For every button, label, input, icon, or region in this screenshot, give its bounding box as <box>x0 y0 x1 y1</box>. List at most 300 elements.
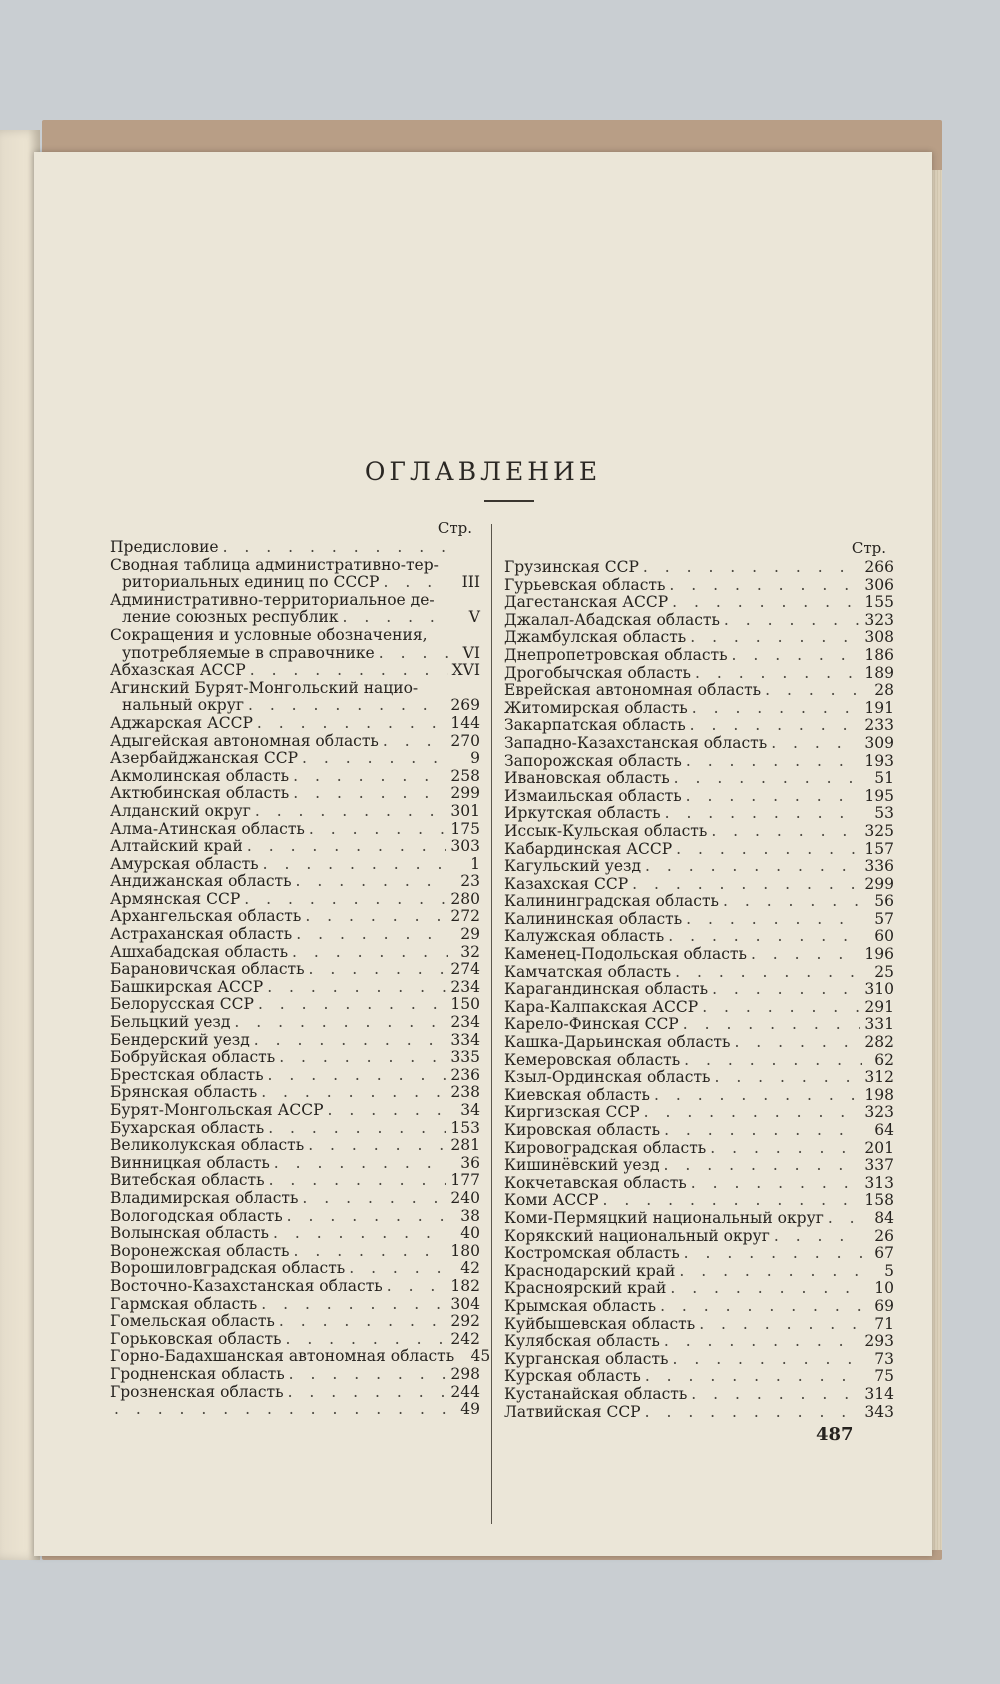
leader-dots <box>285 1331 446 1349</box>
toc-entry <box>504 1298 894 1316</box>
toc-entry-label: Астраханская область <box>110 925 293 944</box>
toc-entry-label: Карагандинская область <box>504 980 709 999</box>
leader-dots <box>686 753 861 771</box>
toc-entry <box>110 557 480 592</box>
leader-dots <box>305 908 446 926</box>
toc-entry-label: Брянская область <box>110 1083 258 1102</box>
toc-entry-page: XVI <box>451 661 480 680</box>
page-label-left: Стр. <box>437 519 472 537</box>
toc-entry <box>110 1032 480 1050</box>
leader-dots <box>702 999 860 1017</box>
toc-entry-label: Брестская область <box>110 1065 264 1084</box>
toc-entry-page: 36 <box>460 1153 480 1172</box>
toc-entry-page: 270 <box>450 731 480 750</box>
toc-entry <box>110 821 480 839</box>
toc-entry-label: Ивановская область <box>504 769 670 788</box>
leader-dots <box>296 926 448 944</box>
toc-entry <box>504 858 894 876</box>
toc-entry <box>504 717 894 735</box>
toc-entry-page: 193 <box>864 751 894 770</box>
toc-entry-page: 64 <box>874 1121 894 1139</box>
leader-dots <box>223 539 448 557</box>
toc-entry-label: Кара-Калпакская АССР <box>504 997 699 1016</box>
toc-entry <box>504 911 894 929</box>
toc-entry-page: 266 <box>864 558 894 576</box>
toc-entry-page: 299 <box>864 874 894 893</box>
toc-entry-label: Бобруйская область <box>110 1048 276 1067</box>
leader-dots <box>288 1384 447 1402</box>
toc-entry-page: 189 <box>864 663 894 682</box>
toc-entry <box>110 1067 480 1085</box>
toc-entry <box>504 1280 894 1298</box>
leader-dots <box>644 1104 861 1122</box>
toc-entry-label: Куйбышевская область <box>504 1314 696 1333</box>
toc-entry-page: 150 <box>450 995 480 1014</box>
toc-entry <box>110 1049 480 1067</box>
toc-entry-label: Костромская область <box>504 1244 680 1263</box>
leader-dots <box>302 750 448 768</box>
toc-entry <box>110 838 480 856</box>
leader-dots <box>828 1210 862 1228</box>
toc-entry-label: Кулябская область <box>504 1332 660 1351</box>
toc-entry-page: 38 <box>460 1206 480 1225</box>
leader-dots <box>675 964 862 982</box>
toc-entry-page: 40 <box>460 1224 480 1243</box>
toc-entry <box>504 928 894 946</box>
toc-entry-page: 314 <box>864 1384 894 1403</box>
toc-entry-page: 238 <box>450 1083 480 1102</box>
toc-entry-label: Запорожская область <box>504 751 682 770</box>
toc-entry-label: Крымская область <box>504 1296 657 1315</box>
toc-entry-page: 23 <box>460 872 480 891</box>
toc-entry <box>504 770 894 788</box>
toc-entry <box>110 750 480 768</box>
toc-entry-page: 26 <box>874 1226 894 1245</box>
toc-entry-label: Дагестанская АССР <box>504 593 669 612</box>
toc-entry-page: 272 <box>450 907 480 926</box>
toc-entry <box>504 1175 894 1193</box>
toc-entry-page: 234 <box>450 977 480 996</box>
toc-left-column <box>110 517 491 1419</box>
toc-entry <box>110 733 480 751</box>
toc-entry <box>110 785 480 803</box>
toc-entry <box>110 627 480 662</box>
leader-dots <box>686 788 861 806</box>
toc-entry-label: Еврейская автономная область <box>504 681 762 700</box>
leader-dots <box>349 1260 448 1278</box>
leader-dots <box>645 858 860 876</box>
toc-entry-label: Винницкая область <box>110 1153 270 1172</box>
leader-dots <box>645 1368 862 1386</box>
toc-entry-page: 153 <box>450 1118 480 1137</box>
leader-dots <box>724 612 861 630</box>
toc-entry-label: Каменец-Подольская область <box>504 945 747 964</box>
toc-entry-label: Джамбулская область <box>504 628 687 647</box>
toc-entry-label: Джалал-Абадская область <box>504 610 720 629</box>
toc-entry-label: Корякский национальный округ <box>504 1226 770 1245</box>
toc-entry <box>110 1331 480 1349</box>
toc-entry-page: 269 <box>450 696 480 715</box>
toc-entry <box>110 891 480 909</box>
toc-entry <box>110 908 480 926</box>
leader-dots <box>383 733 447 751</box>
toc-entry-label-cont: употребляемые в справочнике <box>122 643 375 662</box>
toc-entry-page: 233 <box>864 716 894 735</box>
toc-entry <box>110 1014 480 1032</box>
leader-dots <box>714 1069 860 1087</box>
leader-dots <box>691 1386 860 1404</box>
toc-entry-label: Амурская область <box>110 854 259 873</box>
toc-entry-page: 242 <box>450 1329 480 1348</box>
leader-dots <box>268 1067 447 1085</box>
toc-entry <box>504 559 894 577</box>
toc-entry <box>504 1228 894 1246</box>
toc-entry-label-cont: нальный округ <box>122 696 244 715</box>
leader-dots <box>712 981 860 999</box>
leader-dots <box>328 1102 449 1120</box>
toc-entry <box>504 753 894 771</box>
toc-entry-page: 32 <box>460 942 480 961</box>
toc-entry-label: Латвийская ССР <box>504 1402 641 1421</box>
leader-dots <box>664 1333 861 1351</box>
book-page <box>34 152 932 1556</box>
toc-entry-label: Гродненская область <box>110 1364 285 1383</box>
toc-entry-label: Кустанайская область <box>504 1384 688 1403</box>
toc-entry-label: Кзыл-Ординская область <box>504 1068 711 1087</box>
toc-entry-label: Кокчетавская область <box>504 1173 687 1192</box>
toc-entry <box>504 841 894 859</box>
toc-entry <box>504 823 894 841</box>
leader-dots <box>258 996 446 1014</box>
toc-entry-page: 306 <box>864 575 894 594</box>
toc-entry <box>110 680 480 715</box>
leader-dots <box>267 979 446 997</box>
toc-entry-label: Кемеровская область <box>504 1050 681 1069</box>
toc-entry-page: 234 <box>450 1013 480 1032</box>
toc-entry <box>110 1260 480 1278</box>
toc-entry <box>504 1034 894 1052</box>
leader-dots <box>244 891 446 909</box>
toc-entry <box>110 961 480 979</box>
leader-dots <box>683 1016 861 1034</box>
toc-entry <box>504 893 894 911</box>
toc-entry-label: Гомельская область <box>110 1312 275 1331</box>
toc-entry-label: Армянская ССР <box>110 889 241 908</box>
toc-entry-label: Горьковская область <box>110 1329 282 1348</box>
toc-entry <box>504 1245 894 1263</box>
toc-entry <box>110 1401 480 1419</box>
leader-dots <box>668 928 862 946</box>
toc-entry <box>110 1084 480 1102</box>
toc-entry-label: Закарпатская область <box>504 716 686 735</box>
leader-dots <box>765 682 862 700</box>
leader-dots <box>257 715 447 733</box>
leader-dots <box>309 961 447 979</box>
toc-entry <box>504 577 894 595</box>
toc-entry-page: 28 <box>874 681 894 700</box>
leader-dots <box>711 823 860 841</box>
toc-entry-label: Владимирская область <box>110 1188 299 1207</box>
toc-entry <box>110 1278 480 1296</box>
page-number: 487 <box>816 1424 854 1445</box>
toc-entry-page: 182 <box>450 1276 480 1295</box>
toc-entry-page: 158 <box>864 1191 894 1210</box>
leader-dots <box>308 1137 446 1155</box>
toc-entry-page: 9 <box>470 749 480 768</box>
toc-entry-page: 75 <box>874 1367 894 1386</box>
toc-entry-label: Камчатская область <box>504 962 672 981</box>
toc-entry-label: Алданский округ <box>110 801 251 820</box>
toc-entry <box>504 1104 894 1122</box>
leader-dots <box>676 841 860 859</box>
leader-dots <box>669 577 860 595</box>
leader-dots <box>665 805 862 823</box>
toc-entry-page: III <box>461 573 480 592</box>
toc-entry <box>110 979 480 997</box>
toc-entry <box>504 647 894 665</box>
toc-entry <box>110 1225 480 1243</box>
toc-entry-label: Калининская область <box>504 909 683 928</box>
leader-dots <box>695 665 860 683</box>
toc-entry-label: Кировская область <box>504 1121 661 1139</box>
toc-entry <box>504 629 894 647</box>
toc-entry-label: Горно-Бадахшанская автономная область <box>110 1347 455 1366</box>
toc-entry-label-cont: ление союзных республик <box>122 608 339 627</box>
toc-entry-label: Сводная таблица административно-тер- <box>110 555 439 574</box>
page-label-right: Стр. <box>851 539 886 557</box>
leader-dots <box>343 609 448 627</box>
leader-dots <box>673 1351 863 1369</box>
toc-entry-label: Бурят-Монгольская АССР <box>110 1101 324 1119</box>
toc-entry <box>110 944 480 962</box>
toc-entry-page: 323 <box>864 1103 894 1122</box>
leader-dots <box>294 1243 447 1261</box>
toc-entry <box>110 803 480 821</box>
toc-entry-page: 175 <box>450 819 480 838</box>
leader-dots <box>603 1192 861 1210</box>
leader-dots <box>274 1155 448 1173</box>
toc-entry-label: Западно-Казахстанская область <box>504 733 768 752</box>
toc-entry-page: V <box>468 608 480 627</box>
leader-dots <box>664 1122 862 1140</box>
leader-dots <box>774 1228 862 1246</box>
toc-entry <box>110 539 480 557</box>
toc-entry-label: Киргизская ССР <box>504 1103 640 1122</box>
toc-entry-page: 56 <box>874 892 894 911</box>
toc-entry <box>504 1192 894 1210</box>
page-title: ОГЛАВЛЕНИЕ <box>364 457 602 486</box>
toc-entry-label: Великолукская область <box>110 1136 305 1155</box>
toc-entry <box>504 1140 894 1158</box>
toc-entry-label: Аджарская АССР <box>110 713 253 732</box>
toc-entry-label: Дрогобычская область <box>504 663 691 682</box>
toc-entry-page: 335 <box>450 1048 480 1067</box>
toc-entry-label: Кабардинская АССР <box>504 839 673 858</box>
toc-entry-label: Казахская ССР <box>504 874 629 893</box>
leader-dots <box>692 700 861 718</box>
toc-entry <box>504 1069 894 1087</box>
toc-entry-label: Днепропетровская область <box>504 645 728 664</box>
toc-entry-page: 282 <box>864 1033 894 1052</box>
toc-entry <box>504 1263 894 1281</box>
toc-entry-label: Восточно-Казахстанская область <box>110 1276 383 1295</box>
toc-entry-page: 337 <box>864 1156 894 1175</box>
toc-entry-page: 34 <box>460 1101 480 1119</box>
toc-entry-page: 191 <box>864 698 894 717</box>
toc-entry-page: 325 <box>864 821 894 840</box>
toc-entry-page: 201 <box>864 1138 894 1157</box>
toc-entry-page: 313 <box>864 1173 894 1192</box>
leader-dots <box>771 735 860 753</box>
toc-entry-label: Бендерский уезд <box>110 1030 250 1049</box>
toc-entry <box>504 665 894 683</box>
toc-entry-label: Гармская область <box>110 1294 258 1313</box>
toc-entry <box>110 662 480 680</box>
leader-dots <box>672 594 860 612</box>
toc-entry-label: Житомирская область <box>504 698 688 717</box>
leader-dots <box>292 944 448 962</box>
toc-entry-label: Башкирская АССР <box>110 977 264 996</box>
leader-dots <box>679 1263 862 1281</box>
toc-entry-page: 331 <box>864 1015 894 1034</box>
toc-entry <box>504 1087 894 1105</box>
leader-dots <box>674 770 862 788</box>
toc-entry-page: 240 <box>450 1188 480 1207</box>
toc-entry-page: 73 <box>874 1349 894 1368</box>
toc-entry-page: 71 <box>874 1314 894 1333</box>
toc-entry-page: 53 <box>874 804 894 823</box>
toc-list-right <box>504 559 894 1421</box>
toc-entry-label: Кировоградская область <box>504 1138 707 1157</box>
toc-entry-label: Ворошиловградская область <box>110 1259 346 1278</box>
toc-entry-page: 292 <box>450 1312 480 1331</box>
toc-entry-label: Алтайский край <box>110 837 243 856</box>
toc-entry-page: 155 <box>864 593 894 612</box>
toc-entry-page: 5 <box>884 1261 894 1280</box>
toc-entry-label: Курганская область <box>504 1349 669 1368</box>
toc-entry-label: Витебская область <box>110 1171 265 1190</box>
toc-entry-page: 49 <box>460 1400 480 1419</box>
toc-entry-label: Карело-Финская ССР <box>504 1015 679 1034</box>
toc-entry <box>504 1122 894 1140</box>
leader-dots <box>699 1316 862 1334</box>
toc-entry-page: 281 <box>450 1136 480 1155</box>
toc-entry-page: 144 <box>450 713 480 732</box>
leader-dots <box>691 1175 861 1193</box>
toc-entry <box>504 788 894 806</box>
toc-entry-label: Иссык-Кульская область <box>504 821 708 840</box>
toc-entry-page: 236 <box>450 1065 480 1084</box>
leader-dots <box>289 1366 447 1384</box>
column-divider <box>491 524 492 1524</box>
toc-entry <box>110 856 480 874</box>
leader-dots <box>279 1049 446 1067</box>
toc-entry <box>110 592 480 627</box>
toc-entry <box>504 1333 894 1351</box>
leader-dots <box>263 856 448 874</box>
leader-dots <box>248 697 446 715</box>
toc-entry-page: 299 <box>450 784 480 803</box>
leader-dots <box>269 1172 447 1190</box>
toc-entry-page: 180 <box>450 1241 480 1260</box>
leader-dots <box>686 911 862 929</box>
toc-entry <box>504 1386 894 1404</box>
leader-dots <box>664 1157 861 1175</box>
toc-entry <box>504 981 894 999</box>
toc-entry-label: Андижанская область <box>110 872 292 891</box>
toc-entry-label-cont: риториальных единиц по СССР <box>122 573 380 592</box>
toc-entry <box>110 1347 491 1366</box>
leader-dots <box>273 1225 448 1243</box>
toc-entry-label: Адыгейская автономная область <box>110 731 379 750</box>
toc-entry-label: Измаильская область <box>504 786 682 805</box>
leader-dots <box>723 893 862 911</box>
toc-entry-label: Воронежская область <box>110 1241 290 1260</box>
toc-entry <box>110 873 480 891</box>
toc-entry <box>504 1368 894 1386</box>
toc-entry-page: 334 <box>450 1030 480 1049</box>
leader-dots <box>302 1190 446 1208</box>
toc-entry <box>504 1016 894 1034</box>
leader-dots <box>690 717 861 735</box>
toc-entry-label: Вологодская область <box>110 1206 283 1225</box>
toc-entry <box>110 1313 480 1331</box>
toc-entry-page: 45 <box>470 1347 491 1366</box>
toc-entry-page: 291 <box>864 997 894 1016</box>
toc-entry <box>504 1351 894 1369</box>
toc-entry-label: Грозненская область <box>110 1382 284 1401</box>
toc-entry <box>504 1210 894 1228</box>
leader-dots <box>645 1404 861 1422</box>
toc-entry-page: 323 <box>864 610 894 629</box>
leader-dots <box>751 946 860 964</box>
toc-entry <box>504 700 894 718</box>
toc-entry <box>504 876 894 894</box>
toc-entry-label: Алма-Атинская область <box>110 819 305 838</box>
toc-entry-label: Сокращения и условные обозначения, <box>110 625 428 644</box>
toc-entry-label: Калининградская область <box>504 892 719 911</box>
leader-dots <box>383 574 448 592</box>
toc-entry <box>504 964 894 982</box>
toc-entry-page: 195 <box>864 786 894 805</box>
toc-entry <box>504 594 894 612</box>
toc-entry-page: 67 <box>874 1244 894 1263</box>
toc-entry <box>504 805 894 823</box>
leader-dots <box>734 1034 860 1052</box>
toc-entry-label: Кагульский уезд <box>504 857 642 876</box>
toc-entry-page: 69 <box>874 1296 894 1315</box>
leader-dots <box>660 1298 862 1316</box>
leader-dots <box>684 1052 862 1070</box>
leader-dots <box>114 1401 448 1419</box>
toc-entry <box>110 1155 480 1173</box>
leader-dots <box>710 1140 860 1158</box>
toc-list-left <box>110 538 491 1419</box>
toc-entry-label: Барановичская область <box>110 960 305 979</box>
toc-entry-label: Кашка-Дарьинская область <box>504 1033 731 1052</box>
toc-entry-label: Агинский Бурят-Монгольский нацио- <box>110 678 419 697</box>
toc-entry <box>110 1208 480 1226</box>
toc-entry <box>110 1296 480 1314</box>
toc-entry <box>504 682 894 700</box>
toc-entry-label: Краснодарский край <box>504 1261 676 1280</box>
leader-dots <box>255 803 447 821</box>
leader-dots <box>379 645 448 663</box>
toc-entry-label: Красноярский край <box>504 1279 667 1298</box>
leader-dots <box>690 629 860 647</box>
leader-dots <box>632 876 860 894</box>
leader-dots <box>261 1084 446 1102</box>
